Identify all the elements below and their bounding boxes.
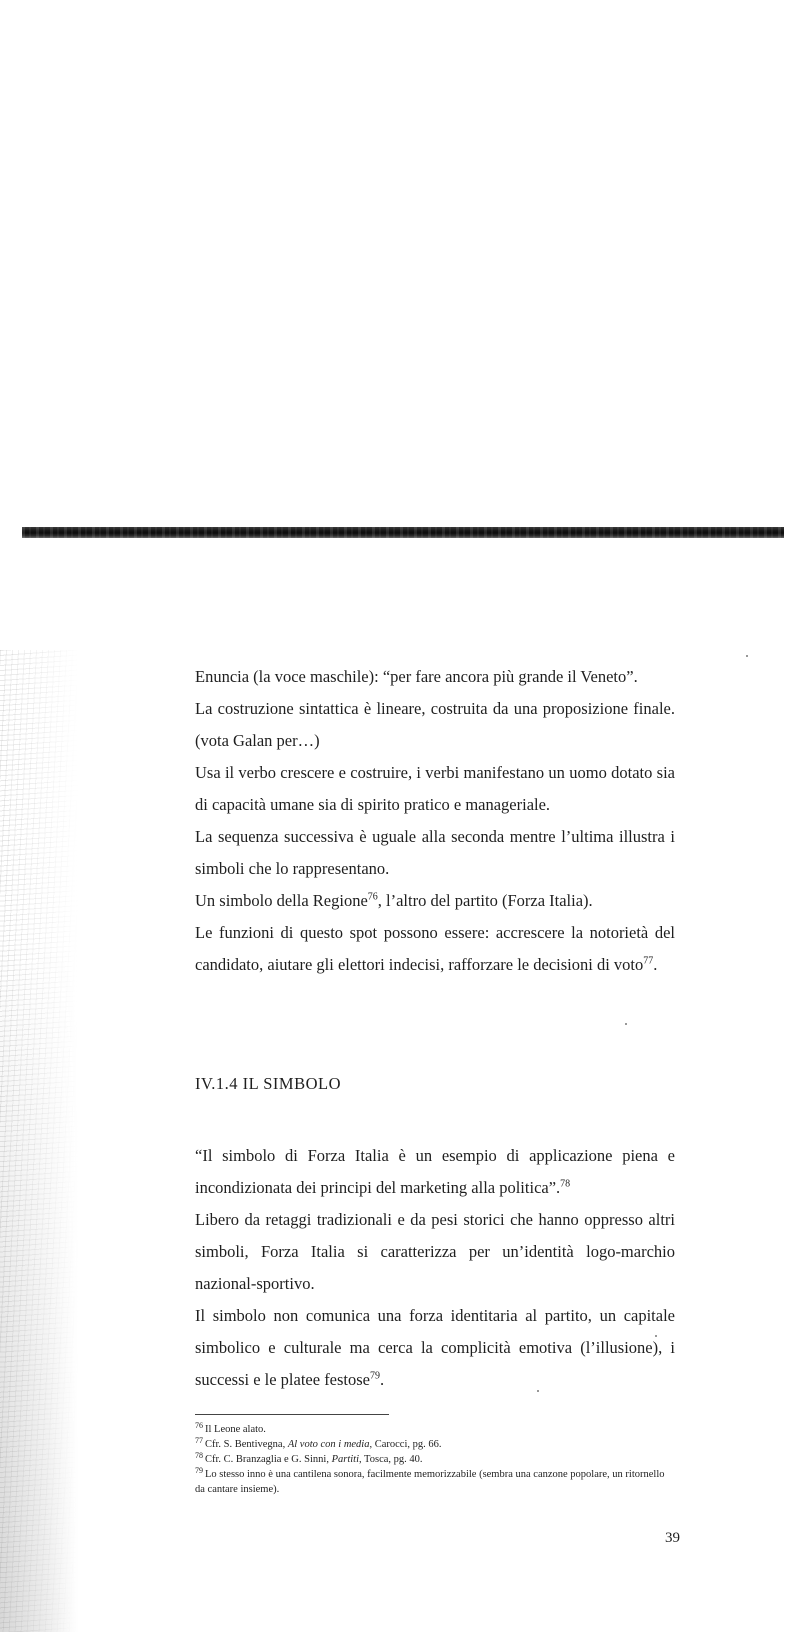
scan-speck [625,1023,627,1025]
section-heading: IV.1.4 IL SIMBOLO [195,1074,342,1093]
footnote-separator [195,1414,389,1415]
footnotes [195,1422,675,1497]
paragraph: Un simbolo della Regione$^{76}$, l’altro del partito (Forza Italia). [195,891,593,910]
footnote: $^{78}$ Cfr. C. Branzaglia e G. Sinni, Partiti, Tosca, pg. 40. [195,1450,423,1465]
footnote-ref[interactable]: 78 [560,1178,571,1190]
paragraph: Il simbolo non comunica una forza identitaria al partito, un capitale simbolico e culturale ma cerca la complicità emotiva (l’illusione), i successi e le platee festose$^{79}$. [195,1306,675,1389]
body-block-1 [195,661,675,981]
footnote-ref[interactable]: 76 [367,891,378,903]
paragraph: Libero da retaggi tradizionali e da pesi storici che hanno oppresso altri simboli, Forza Italia si caratterizza per un’identità logo-marchio nazional-sportivo. [195,1210,675,1293]
paragraph: “Il simbolo di Forza Italia è un esempio di applicazione piena e incondizionata dei principi del marketing alla politica”.$^{78}$ [195,1146,675,1197]
footnote-ref[interactable]: 79 [370,1370,381,1382]
footnote-ref[interactable]: 77 [643,955,654,967]
paragraph: La costruzione sintattica è lineare, costruita da una proposizione finale. (vota Galan per…) [195,699,675,750]
header-rule [22,527,784,538]
paragraph: Usa il verbo crescere e costruire, i verbi manifestano un uomo dotato sia di capacità umane sia di spirito pratico e manageriale. [195,763,675,814]
scan-edge-noise [0,650,78,1632]
footnote: $^{76}$ Il Leone alato. [195,1420,266,1435]
page-number: 39 [665,1530,680,1546]
paragraph: Le funzioni di questo spot possono essere: accrescere la notorietà del candidato, aiutare gli elettori indecisi, rafforzare le decisioni di voto$^{77}$. [195,923,675,974]
scan-speck [746,655,748,657]
body-block-2 [195,1140,675,1396]
paragraph: La sequenza successiva è uguale alla seconda mentre l’ultima illustra i simboli che lo rappresentano. [195,827,675,878]
footnote: $^{79}$ Lo stesso inno è una cantilena sonora, facilmente memorizzabile (sembra una canzone popolare, un ritornello da cantare insieme). [195,1465,665,1495]
paragraph: Enuncia (la voce maschile): “per fare ancora più grande il Veneto”. [195,667,638,686]
footnote: $^{77}$ Cfr. S. Bentivegna, Al voto con i media, Carocci, pg. 66. [195,1435,442,1450]
